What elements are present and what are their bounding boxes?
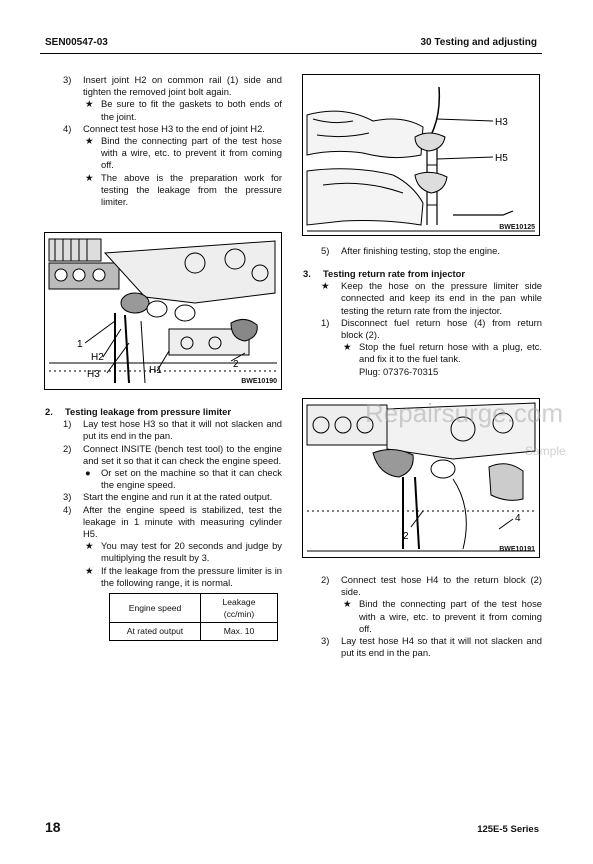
step-item: 2) Connect INSITE (bench test tool) to the engine and set it so that it can check the engine speed. bbox=[63, 442, 282, 466]
label-h1: H1 bbox=[149, 365, 162, 376]
watermark-main: Repairsurge.com bbox=[365, 398, 563, 428]
watermark-sub: Sample bbox=[525, 444, 566, 458]
right-middle-steps bbox=[303, 245, 542, 257]
table-cell-leakage: Max. 10 bbox=[201, 623, 278, 640]
section-return-rate-test bbox=[303, 268, 542, 378]
engine-drawing bbox=[45, 233, 281, 389]
note-item: ★ Keep the hose on the pressure limiter side connected and keep its end in the pan while testing the return rate from the injector. bbox=[321, 280, 542, 316]
leakage-spec-table bbox=[109, 593, 278, 641]
label-2: 2 bbox=[403, 531, 409, 542]
table-header-leakage: Leakage (cc/min) bbox=[201, 594, 278, 623]
note-item: ★ Be sure to fit the gaskets to both ends of the joint. bbox=[85, 98, 282, 122]
left-top-steps bbox=[45, 74, 282, 208]
model-series: 125E-5 Series bbox=[477, 824, 539, 835]
figure-measuring-cylinder bbox=[302, 74, 540, 236]
step-item: 2) Connect test hose H4 to the return block (2) side. bbox=[321, 574, 542, 598]
note-item: ★ The above is the preparation work for testing the leakage from the pressure limiter. bbox=[85, 171, 282, 208]
measuring-drawing bbox=[303, 75, 539, 235]
note-item: ★ If the leakage from the pressure limiter is in the following range, it is normal. bbox=[85, 564, 282, 588]
table-cell-speed: At rated output bbox=[110, 623, 201, 640]
page-number: 18 bbox=[45, 819, 61, 835]
label-h3: H3 bbox=[87, 369, 100, 380]
step-item: 3) Lay test hose H4 so that it will not slacken and put its end in the pan. bbox=[321, 635, 542, 659]
doc-code: SEN00547-03 bbox=[45, 37, 108, 48]
label-h5: H5 bbox=[495, 153, 508, 164]
note-item: ★ You may test for 20 seconds and judge by multiplying the result by 3. bbox=[85, 540, 282, 564]
label-1: 1 bbox=[77, 339, 83, 350]
figure-code: BWE10190 bbox=[241, 378, 277, 385]
section-heading: 3. Testing return rate from injector bbox=[303, 268, 466, 279]
section-heading: 2. Testing leakage from pressure limiter bbox=[45, 406, 232, 417]
note-item: ★ Bind the connecting part of the test hose with a wire, etc. to prevent it from coming off. bbox=[85, 135, 282, 171]
note-item: ● Or set on the machine so that it can check the engine speed. bbox=[85, 467, 282, 491]
section-title: 30 Testing and adjusting bbox=[420, 37, 537, 48]
step-item: 5) After finishing testing, stop the engine. bbox=[321, 245, 500, 256]
step-item: 1) Lay test hose H3 so that it will not slacken and put its end in the pan. bbox=[63, 418, 282, 442]
label-2: 2 bbox=[233, 359, 239, 370]
figure-fuel-rail-joint bbox=[44, 232, 282, 390]
note-item: ★ Stop the fuel return hose with a plug, etc. and fix it to the fuel tank. bbox=[343, 341, 542, 365]
plug-part-number: Plug: 07376-70315 bbox=[359, 365, 439, 377]
step-item: 1) Disconnect fuel return hose (4) from return block (2). bbox=[321, 316, 542, 341]
step-item: 4) After the engine speed is stabilized, test the leakage in 1 minute with measuring cylinder H5. bbox=[63, 503, 282, 540]
step-item: 3) Start the engine and run it at the rated output. bbox=[63, 491, 273, 503]
table-header-speed: Engine speed bbox=[110, 594, 201, 623]
label-4: 4 bbox=[515, 513, 521, 524]
label-h2: H2 bbox=[91, 352, 104, 363]
step-item: 3) Insert joint H2 on common rail (1) side and tighten the removed joint bolt again. bbox=[63, 74, 282, 98]
figure-code: BWE10191 bbox=[499, 546, 535, 553]
note-item: ★ Bind the connecting part of the test hose with a wire, etc. to prevent it from coming off. bbox=[343, 598, 542, 634]
section-leakage-test bbox=[45, 406, 282, 641]
figure-code: BWE10125 bbox=[499, 224, 535, 231]
right-bottom-steps bbox=[303, 574, 542, 659]
header-rule bbox=[40, 53, 542, 54]
label-h3: H3 bbox=[495, 117, 508, 128]
step-item: 4) Connect test hose H3 to the end of joint H2. bbox=[63, 122, 265, 134]
